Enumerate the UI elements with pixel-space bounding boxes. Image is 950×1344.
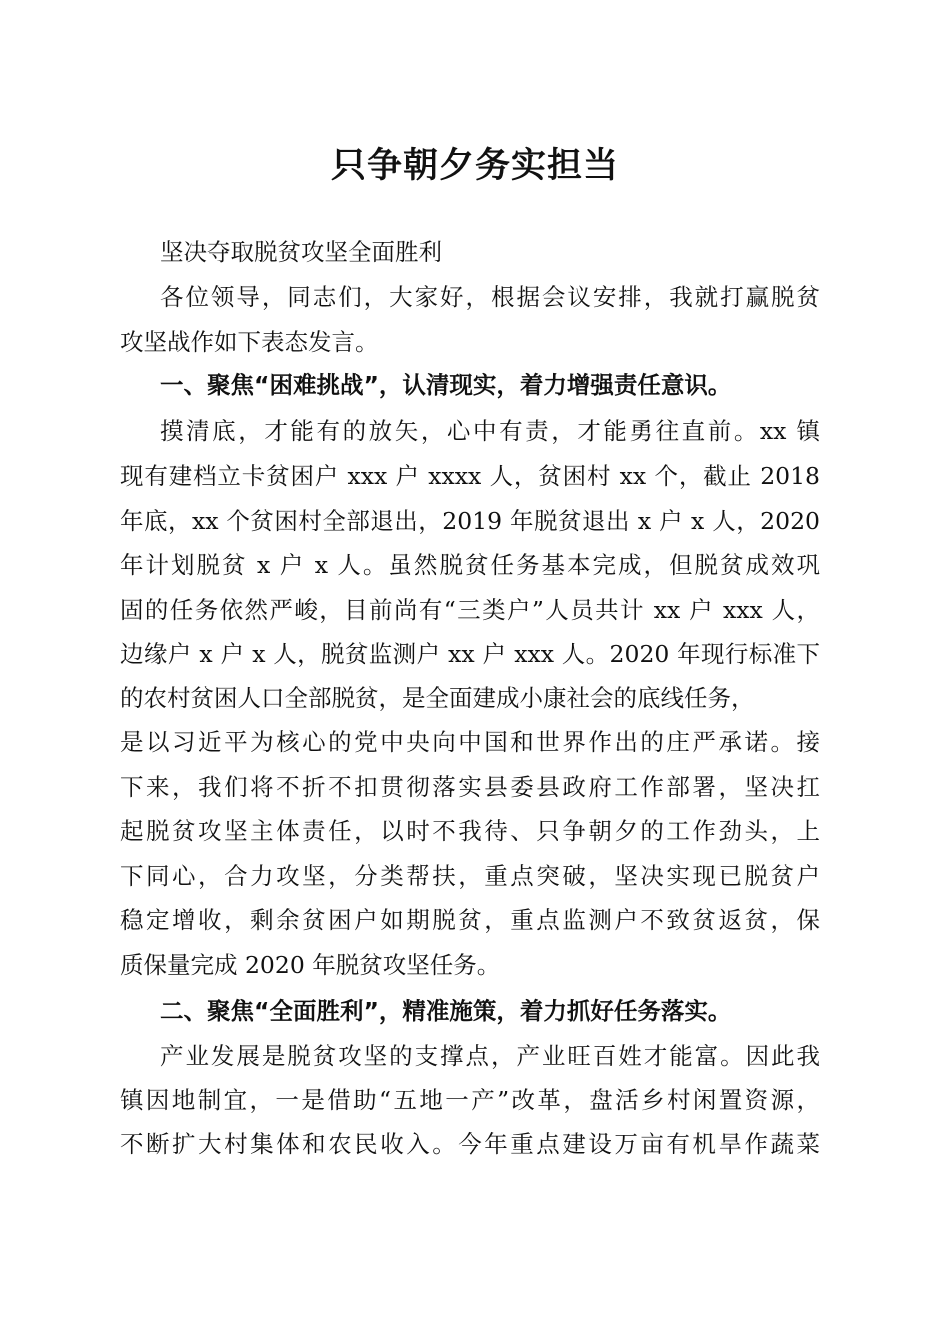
- text-line: 镇因地制宜，一是借助“五地一产”改革，盘活乡村闲置资源，: [120, 1086, 820, 1114]
- section-heading: 二、聚焦“全面胜利”，精准施策，着力抓好任务落实。: [160, 997, 732, 1025]
- text-line: 稳定增收，剩余贫困户如期脱贫，重点监测户不致贫返贫，保: [120, 906, 820, 934]
- text-line: 年底，xx 个贫困村全部退出，2019 年脱贫退出 x 户 x 人，2020: [120, 507, 820, 535]
- text-line: 现有建档立卡贫困户 xxx 户 xxxx 人，贫困村 xx 个，截止 2018: [120, 462, 820, 490]
- text-line: 坚决夺取脱贫攻坚全面胜利: [160, 238, 442, 266]
- section-heading: 一、聚焦“困难挑战”，认清现实，着力增强责任意识。: [160, 371, 732, 399]
- text-line: 攻坚战作如下表态发言。: [120, 328, 379, 356]
- text-line: 质保量完成 2020 年脱贫攻坚任务。: [120, 951, 501, 979]
- text-line: 年计划脱贫 x 户 x 人。虽然脱贫任务基本完成，但脱贫成效巩: [120, 551, 820, 579]
- text-line: 边缘户 x 户 x 人，脱贫监测户 xx 户 xxx 人。2020 年现行标准下: [120, 640, 820, 668]
- text-line: 不断扩大村集体和农民收入。今年重点建设万亩有机旱作蔬菜: [120, 1130, 820, 1158]
- text-line: 下来，我们将不折不扣贯彻落实县委县政府工作部署，坚决扛: [120, 773, 820, 801]
- text-line: 起脱贫攻坚主体责任，以时不我待、只争朝夕的工作劲头，上: [120, 817, 820, 845]
- document-title: 只争朝夕务实担当: [330, 145, 619, 186]
- text-line: 下同心，合力攻坚，分类帮扶，重点突破，坚决实现已脱贫户: [120, 862, 820, 890]
- text-line: 固的任务依然严峻，目前尚有“三类户”人员共计 xx 户 xxx 人，: [120, 596, 820, 624]
- text-line: 产业发展是脱贫攻坚的支撑点，产业旺百姓才能富。因此我: [160, 1042, 820, 1070]
- text-line: 是以习近平为核心的党中央向中国和世界作出的庄严承诺。接: [120, 728, 820, 756]
- text-line: 的农村贫困人口全部脱贫，是全面建成小康社会的底线任务，: [120, 684, 755, 712]
- text-line: 各位领导，同志们，大家好，根据会议安排，我就打赢脱贫: [160, 283, 820, 311]
- text-line: 摸清底，才能有的放矢，心中有责，才能勇往直前。xx 镇: [160, 417, 820, 445]
